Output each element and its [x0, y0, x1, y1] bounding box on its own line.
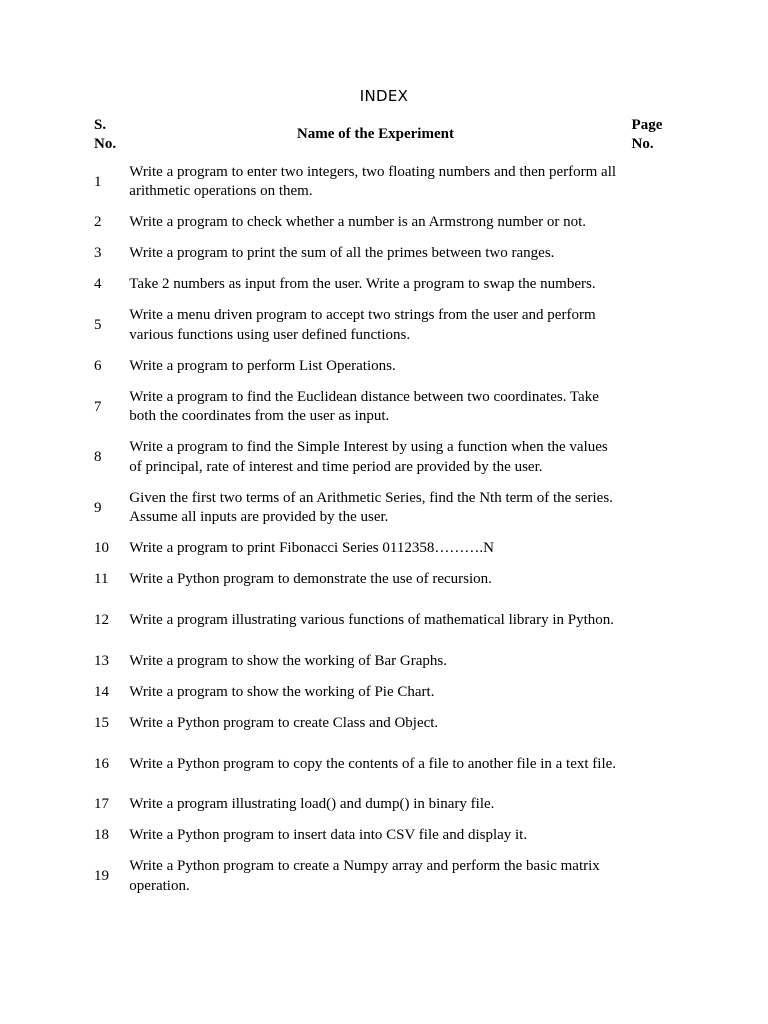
table-row — [89, 157, 679, 208]
page-number — [627, 534, 679, 565]
table-row — [89, 790, 679, 821]
page-number — [627, 708, 679, 739]
serial-number: 12 — [94, 612, 109, 628]
experiment-name: Write a program to perform List Operations. — [129, 357, 396, 374]
page-number — [627, 239, 679, 270]
page-number — [627, 483, 679, 534]
index-table — [89, 113, 679, 902]
table-row — [89, 239, 679, 270]
experiment-name: Given the first two terms of an Arithmetic Series, find the Nth term of the series. Assume all inputs are provided by the user. — [129, 489, 613, 526]
header-experiment-name: Name of the Experiment — [296, 126, 454, 143]
experiment-name: Take 2 numbers as input from the user. Write a program to swap the numbers. — [129, 276, 596, 293]
serial-number: 8 — [94, 449, 102, 465]
serial-number: 3 — [94, 245, 102, 262]
serial-number: 1 — [94, 173, 102, 190]
page-number — [627, 565, 679, 596]
table-row — [89, 433, 679, 484]
table-row — [89, 208, 679, 239]
table-row — [89, 270, 679, 301]
experiment-name: Write a program to find the Euclidean distance between two coordinates. Take both the coordinates from the user as input. — [129, 388, 599, 425]
page-number — [627, 382, 679, 433]
page-number — [627, 821, 679, 852]
serial-number: 5 — [94, 317, 102, 333]
experiment-name: Write a program to enter two integers, two floating numbers and then perform all arithmetic operations on them. — [129, 163, 617, 200]
table-row — [89, 821, 679, 852]
experiment-name: Write a program illustrating various functions of mathematical library in Python. — [129, 612, 614, 628]
serial-number: 18 — [94, 827, 109, 844]
page-number — [627, 208, 679, 239]
experiment-name: Write a program to print Fibonacci Series 0112358……….N — [129, 540, 494, 557]
page-number — [627, 852, 679, 903]
table-row — [89, 382, 679, 433]
header-page-number: Page No. — [631, 116, 663, 152]
experiment-name: Write a program to show the working of Bar Graphs. — [129, 652, 447, 669]
serial-number: 13 — [94, 652, 109, 669]
table-row — [89, 596, 679, 647]
table-row — [89, 565, 679, 596]
serial-number: 2 — [94, 214, 102, 231]
page-number — [627, 596, 679, 647]
page-number — [627, 157, 679, 208]
page-number — [627, 301, 679, 352]
page-number — [627, 790, 679, 821]
header-serial-number: S. No. — [94, 116, 117, 152]
serial-number: 4 — [94, 276, 102, 293]
experiment-name: Write a program to find the Simple Interest by using a function when the values of principal, rate of interest and time period are provided by the user. — [129, 439, 608, 475]
serial-number: 19 — [94, 868, 109, 884]
serial-number: 15 — [94, 714, 109, 731]
table-row — [89, 739, 679, 790]
serial-number: 14 — [94, 683, 109, 700]
experiment-name: Write a Python program to copy the contents of a file to another file in a text file. — [129, 755, 617, 772]
page-number — [627, 351, 679, 382]
page-number — [627, 270, 679, 301]
table-row — [89, 301, 679, 352]
header-row — [89, 113, 679, 157]
table-row — [89, 351, 679, 382]
table-row — [89, 677, 679, 708]
experiment-name: Write a Python program to insert data into CSV file and display it. — [129, 827, 528, 844]
page-number — [627, 677, 679, 708]
page-number — [627, 433, 679, 484]
serial-number: 11 — [94, 571, 109, 588]
serial-number: 6 — [94, 357, 102, 374]
serial-number: 16 — [94, 755, 109, 772]
table-row — [89, 646, 679, 677]
serial-number: 9 — [94, 499, 102, 516]
table-row — [89, 483, 679, 534]
table-row — [89, 708, 679, 739]
serial-number: 17 — [94, 796, 109, 813]
page-number — [627, 739, 679, 790]
experiment-name: Write a Python program to demonstrate the use of recursion. — [129, 571, 492, 588]
page-title: INDEX — [359, 87, 409, 105]
table-row — [89, 852, 679, 903]
experiment-name: Write a program illustrating load() and dump() in binary file. — [129, 796, 495, 813]
table-row — [89, 534, 679, 565]
page-number — [627, 646, 679, 677]
experiment-name: Write a Python program to create Class and Object. — [129, 714, 439, 731]
experiment-name: Write a program to show the working of Pie Chart. — [129, 683, 435, 700]
experiment-name: Write a menu driven program to accept two strings from the user and perform various functions using user defined functions. — [129, 307, 596, 343]
serial-number: 10 — [94, 540, 109, 557]
experiment-name: Write a program to check whether a number is an Armstrong number or not. — [129, 214, 587, 231]
experiment-name: Write a Python program to create a Numpy array and perform the basic matrix operation. — [129, 858, 600, 894]
experiment-name: Write a program to print the sum of all the primes between two ranges. — [129, 245, 555, 262]
serial-number: 7 — [94, 398, 102, 415]
